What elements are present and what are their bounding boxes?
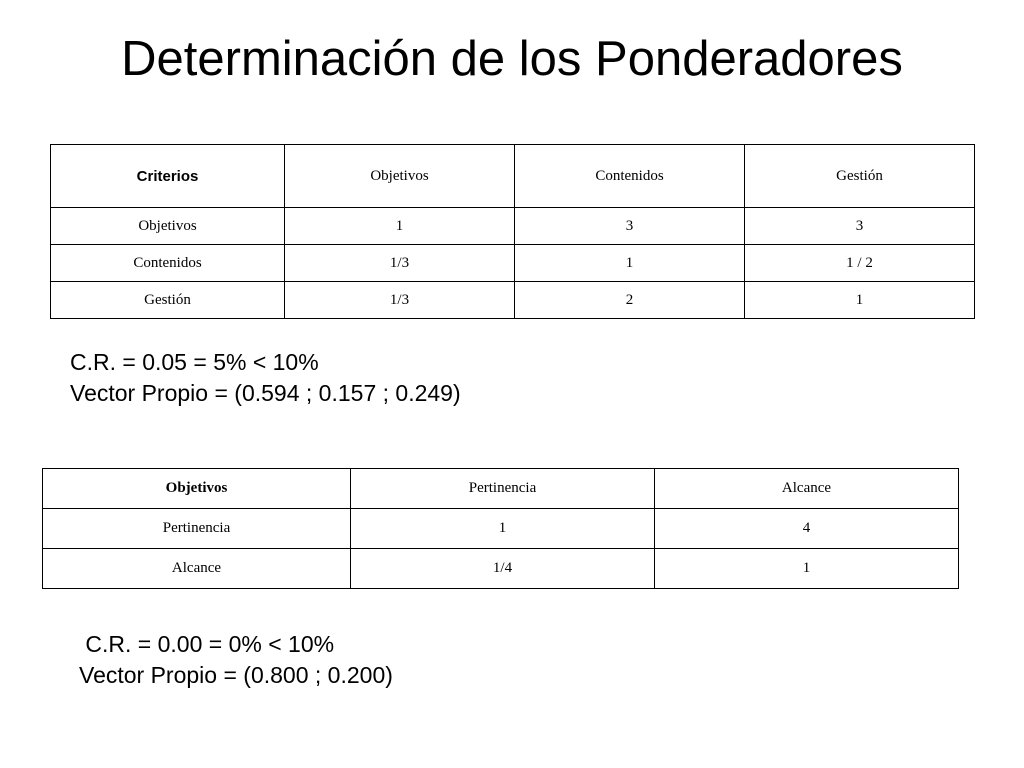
table-cell: 1/4 [351, 549, 655, 589]
table-cell: 1 [655, 549, 959, 589]
table-cell: 3 [515, 208, 745, 245]
table-row [43, 509, 959, 549]
row-label-cell: Alcance [43, 549, 351, 589]
table-row [51, 245, 975, 282]
row-label-cell: Objetivos [51, 208, 285, 245]
table-header-row [43, 469, 959, 509]
header-cell: Contenidos [515, 145, 745, 208]
table-cell: 4 [655, 509, 959, 549]
eigenvector-text: Vector Propio = (0.800 ; 0.200) [79, 662, 393, 688]
table-cell: 3 [745, 208, 975, 245]
header-cell: Alcance [655, 469, 959, 509]
header-cell: Objetivos [43, 469, 351, 509]
consistency-ratio-text: C.R. = 0.05 = 5% < 10% [70, 349, 319, 375]
consistency-ratio-text: C.R. = 0.00 = 0% < 10% [79, 631, 335, 657]
table-row [43, 549, 959, 589]
table-cell: 1/3 [285, 282, 515, 319]
row-label-cell: Gestión [51, 282, 285, 319]
table-cell: 1 [351, 509, 655, 549]
table-cell: 1 / 2 [745, 245, 975, 282]
consistency-note-criteria [70, 347, 461, 409]
table-cell: 1 [745, 282, 975, 319]
header-cell: Objetivos [285, 145, 515, 208]
eigenvector-text: Vector Propio = (0.594 ; 0.157 ; 0.249) [70, 380, 461, 406]
header-cell: Criterios [51, 145, 285, 208]
criteria-comparison-table [50, 144, 975, 319]
table-cell: 2 [515, 282, 745, 319]
page-title: Determinación de los Ponderadores [121, 32, 903, 86]
consistency-note-objectives [79, 629, 393, 691]
table-cell: 1 [515, 245, 745, 282]
row-label-cell: Contenidos [51, 245, 285, 282]
table-row [51, 208, 975, 245]
row-label-cell: Pertinencia [43, 509, 351, 549]
table-header-row [51, 145, 975, 208]
header-cell: Gestión [745, 145, 975, 208]
objectives-comparison-table [42, 468, 959, 589]
table-cell: 1 [285, 208, 515, 245]
table-cell: 1/3 [285, 245, 515, 282]
header-cell: Pertinencia [351, 469, 655, 509]
table-row [51, 282, 975, 319]
